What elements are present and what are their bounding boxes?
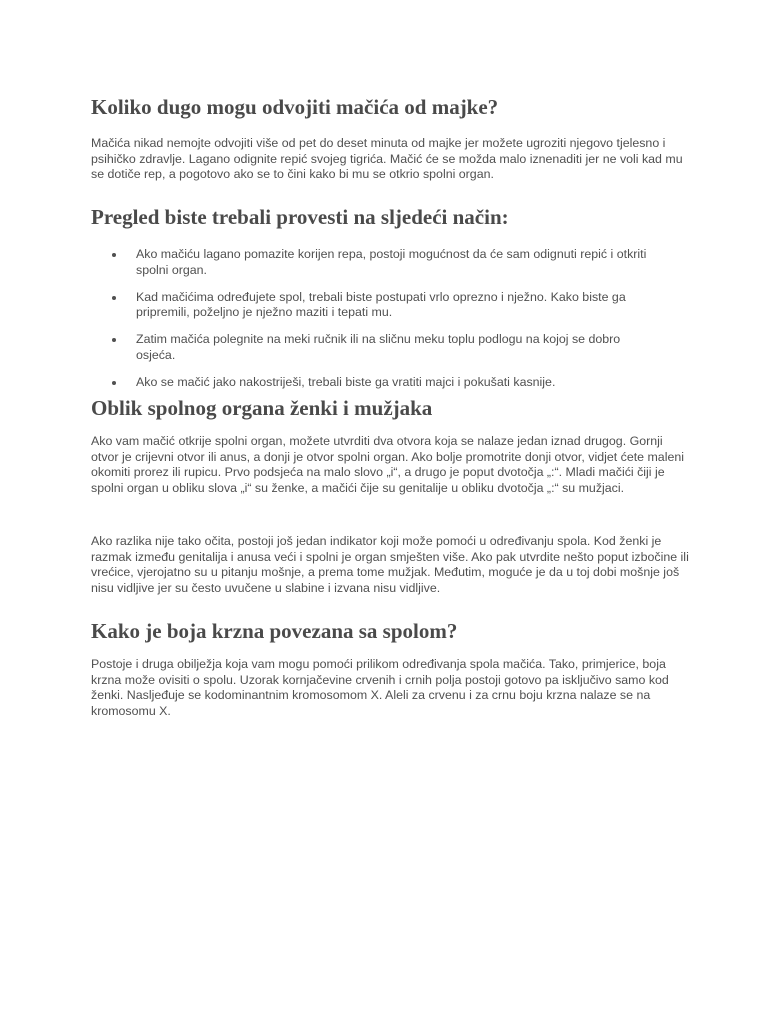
paragraph-fur-color: Postoje i druga obilježja koja vam mogu pomoći prilikom određivanja spola mačića. Tako, primjerice, boja krzna može ovisiti o spolu. Uzorak kornjačevine crvenih i crnih polja postoji gotovo pa isključivo samo kod ženki. Nasljeđuje se kodominantnim kromosomom X. Aleli za crvenu i za crnu boju krzna nalaze se na kromosomu X.: [91, 657, 669, 718]
examination-bullet-list: [91, 247, 691, 402]
heading-separation-time: Koliko dugo mogu odvojiti mačića od majke?: [91, 95, 499, 119]
list-item: Zatim mačića polegnite na meki ručnik ili na sličnu meku toplu podlogu na kojoj se dobro osjeća.: [91, 332, 656, 363]
bullet-dot-icon: [112, 253, 116, 257]
heading-fur-color: Kako je boja krzna povezana sa spolom?: [91, 619, 458, 643]
bullet-dot-icon: [112, 381, 116, 385]
bullet-dot-icon: [112, 338, 116, 342]
paragraph-organ-shape-1: Ako vam mačić otkrije spolni organ, možete utvrditi dva otvora koja se nalaze jedan iznad drugog. Gornji otvor je crijevni otvor ili anus, a donji je otvor spolni organ. Ako bolje promotrite donji otvor, vidjet ćete maleni okomiti prorez ili rupicu. Prvo podsjeća na malo slovo „i“, a drugo je poput dvotočja „:“. Mladi mačići čiji je spolni organ u obliku slova „i“ su ženke, a mačići čije su genitalije u obliku dvotočja „:“ su mužjaci.: [91, 434, 684, 495]
heading-organ-shape: Oblik spolnog organa ženki i mužjaka: [91, 396, 433, 420]
list-item: Kad mačićima određujete spol, trebali biste postupati vrlo oprezno i nježno. Kako biste ga pripremili, poželjno je nježno maziti i tepati mu.: [91, 290, 656, 321]
heading-examination: Pregled biste trebali provesti na sljedeći način:: [91, 205, 509, 229]
paragraph-separation-time: Mačića nikad nemojte odvojiti više od pet do deset minuta od majke jer možete ugroziti njegovo tjelesno i psihičko zdravlje. Lagano odignite repić svojeg tigrića. Mačić će se možda malo iznenaditi jer ne voli kad mu se dotiče rep, a pogotovo ako se to čini kako bi mu se otkrio spolni organ.: [91, 136, 683, 181]
list-item: Ako se mačić jako nakostriješi, trebali biste ga vratiti majci i pokušati kasnije.: [91, 375, 656, 391]
list-item: Ako mačiću lagano pomazite korijen repa, postoji mogućnost da će sam odignuti repić i otkriti spolni organ.: [91, 247, 656, 278]
paragraph-organ-shape-2: Ako razlika nije tako očita, postoji još jedan indikator koji može pomoći u određivanju spola. Kod ženki je razmak između genitalija i anusa veći i spolni je organ smješten više. Ako pak utvrdite nešto poput izbočine ili vrećice, vjerojatno su u pitanju mošnje, a prema tome mužjak. Međutim, moguće je da u toj dobi mošnje još nisu vidljive jer su često uvučene u slabine i izvana nisu vidljive.: [91, 534, 689, 595]
bullet-dot-icon: [112, 296, 116, 300]
